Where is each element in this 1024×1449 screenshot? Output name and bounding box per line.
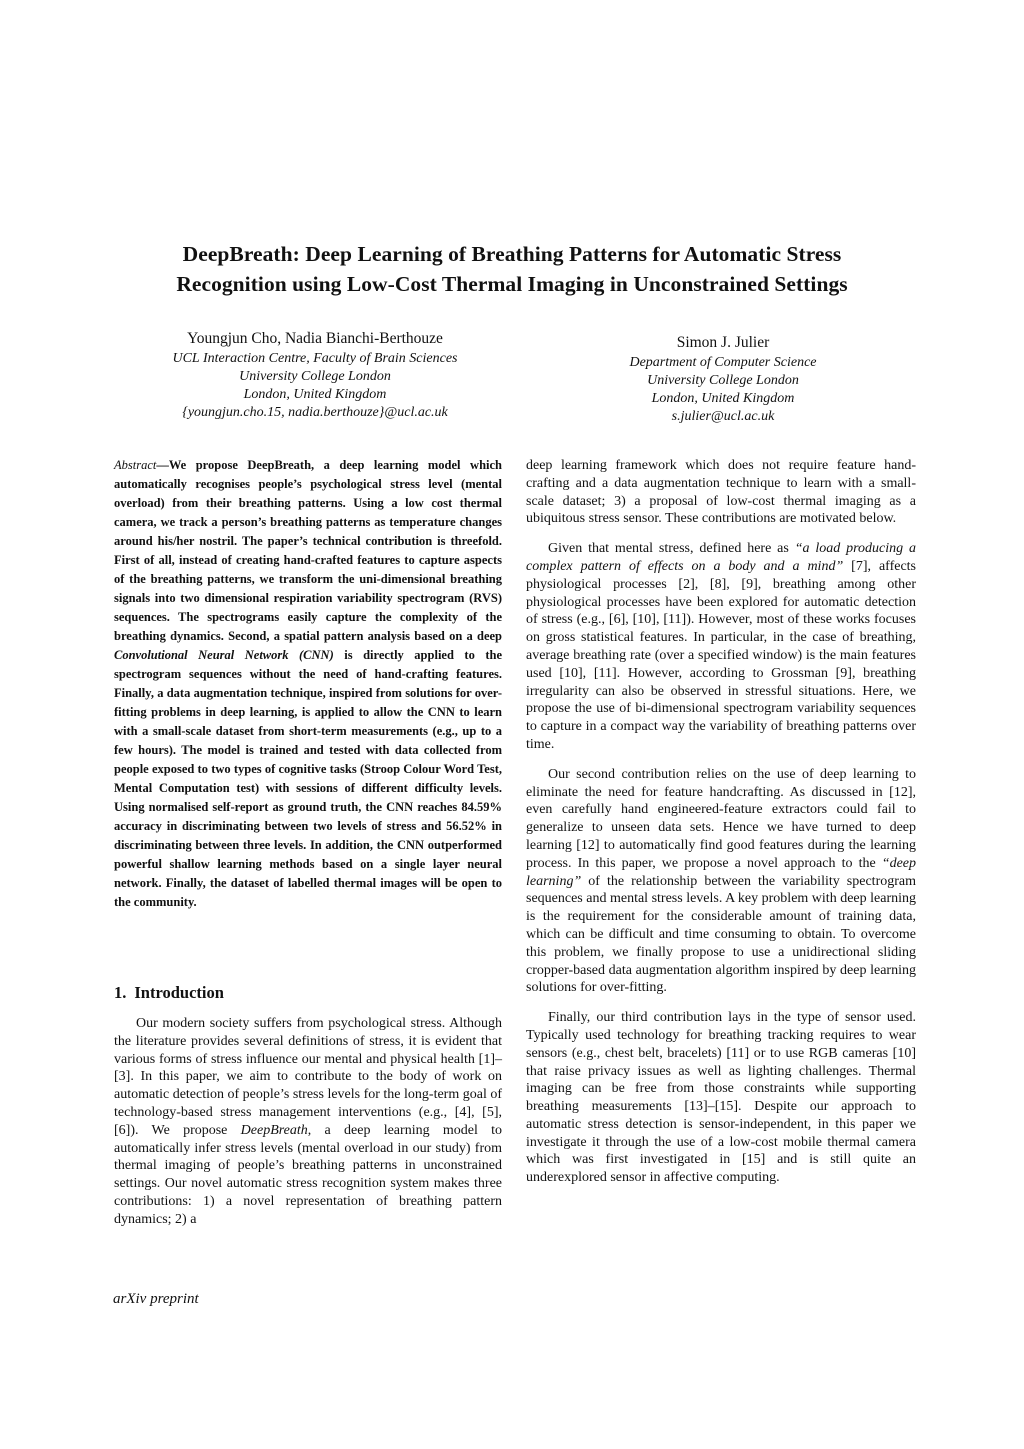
section-number: 1. (114, 983, 127, 1002)
right-column (526, 457, 916, 1199)
section-title: Introduction (134, 983, 224, 1002)
abstract-text: is directly applied to the spectrogram sequences without the need of hand-crafting features. Finally, a data augmentation technique, inspired from solutions for over-fitting problems in deep learning, is applied to allow the CNN to learn with a small-scale dataset from short-term measurements (e.g., up to a few hours). The model is trained and tested with data collected from people exposed to two types of cognitive tasks (Stroop Colour Word Test, Mental Computation test) with sessions of different difficulty levels. Using normalised self-report as ground truth, the CNN reaches 84.59% accuracy in discriminating between two levels of stress and 56.52% in discriminating between three levels. In addition, the CNN outperformed powerful shallow learning methods based on a single layer neural network. Finally, the dataset of labelled thermal images will be open to the community. (114, 648, 502, 909)
author-email: {youngjun.cho.15, nadia.berthouze}@ucl.ac.uk (182, 405, 448, 420)
intro-paragraph-3 (526, 766, 916, 997)
author-affiliation-line: Department of Computer Science (629, 355, 817, 370)
author-names: Simon J. Julier (676, 334, 770, 351)
author-affiliation-line: London, United Kingdom (243, 387, 387, 402)
intro-paragraph-2 (526, 540, 916, 754)
abstract-italic-term: Convolutional Neural Network (CNN) (114, 648, 334, 662)
author-affiliation-line: University College London (647, 373, 799, 388)
paragraph-text: [7], affects physiological processes [2], [8], [9], breathing among other physiological processes have been explored for automatic detection of stress (e.g., [6], [10], [11]). However, most of these works focuses on gross statistical features. In particular, in the case of breathing, average breathing rate (over a specified window) is the main features used [10], [11]. However, according to Grossman [9], breathing irregularity can also be observed in stressful situations. Here, we propose the use of bi-dimensional spectrogram variability sequences to capture in a compact way the variability of breathing patterns over time. (526, 558, 916, 752)
paragraph-text: Given that mental stress, defined here as (548, 541, 795, 557)
intro-paragraph-4: Finally, our third contribution lays in the type of sensor used. Typically used technology for breathing tracking requires to wear sensors (e.g., chest belt, bracelets) [11] or to use RGB cameras [10] that raise privacy issues as well as lighting challenges. Thermal imaging can be free from those constraints while supporting breathing measurements [13]–[15]. Despite our approach to automatic stress detection is sensor-independent, in this paper we investigate it through the use of a low-cost mobile thermal camera which was first investigated in [15] and is still quite an underexplored sensor in affective computing. (526, 1010, 916, 1186)
author-affiliation-line: London, United Kingdom (651, 391, 795, 406)
paragraph-quote: “a load producing a complex pattern of effects on a body and a mind” (526, 541, 916, 574)
section-heading-introduction (114, 983, 224, 1003)
intro-paragraph-1-continued: deep learning framework which does not require feature hand-crafting and a data augmentation technique to learn with a small-scale dataset; 3) a proposal of low-cost thermal imaging as a ubiquitous stress sensor. These contributions are motivated below. (526, 458, 916, 527)
paragraph-text: Our modern society suffers from psychological stress. Although the literature provides several definitions of stress, it is evident that various forms of stress influence our mental and physical health [1]–[3]. In this paper, we aim to contribute to the body of work on automatic detection of people’s stress levels for the long-term goal of technology-based stress management interventions (e.g., [4], [5], [6]). We propose (114, 1016, 502, 1138)
title-line-2: Recognition using Low-Cost Thermal Imaging in Unconstrained Settings (176, 272, 848, 296)
paragraph-italic-term: DeepBreath (240, 1122, 308, 1138)
paragraph-quote: “deep learning” (526, 855, 916, 889)
author-block-julier (516, 333, 930, 426)
intro-paragraph-1 (114, 1015, 502, 1229)
footer-note: arXiv preprint (113, 1291, 199, 1307)
author-affiliation-line: University College London (239, 369, 391, 384)
abstract-text: —We propose DeepBreath, a deep learning model which automatically recognises people’s psychological stress level (mental overload) from their breathing patterns. Using a low cost thermal camera, we track a person’s breathing patterns as temperature changes around his/her nostril. The paper’s technical contribution is threefold. First of all, instead of creating hand-crafted features to capture aspects of the breathing patterns, we transform the uni-dimensional breathing signals into two dimensional respiration variability spectrogram (RVS) sequences. The spectrograms easily capture the complexity of the breathing dynamics. Second, a spatial pattern analysis based on a deep (114, 458, 502, 643)
abstract-label: Abstract (114, 458, 157, 472)
paragraph-text: , a deep learning model to automatically infer stress levels (mental overload in our study) from thermal imaging of people’s breathing patterns in unconstrained settings. Our novel automatic stress recognition system makes three contributions: 1) a novel representation of breathing pattern dynamics; 2) a (114, 1122, 502, 1227)
paragraph-text: Our second contribution relies on the use of deep learning to eliminate the need for feature handcrafting. As discussed in [12], even carefully hand engineered-feature extractors could fail to generalize to unseen data sets. Hence we have turned to deep learning [12] to automatically find good features during the learning process. In this paper, we propose a novel approach to the (526, 766, 916, 871)
title-line-1: DeepBreath: Deep Learning of Breathing Patterns for Automatic Stress (182, 242, 842, 266)
author-block-cho-berthouze (110, 329, 520, 422)
author-affiliation-line: UCL Interaction Centre, Faculty of Brain Sciences (172, 351, 458, 366)
paragraph-text: of the relationship between the variability spectrogram sequences and mental stress levels. A key problem with deep learning is the requirement for the considerable amount of training data, which can be difficult and time consuming to obtain. To overcome this problem, we finally propose to use a unidirectional sliding cropper-based data augmentation algorithm inspired by deep learning solutions for over-fitting. (526, 873, 916, 996)
author-names: Youngjun Cho, Nadia Bianchi-Berthouze (187, 330, 443, 347)
author-email: s.julier@ucl.ac.uk (671, 409, 775, 424)
paper-title (120, 239, 904, 299)
abstract (114, 456, 502, 912)
